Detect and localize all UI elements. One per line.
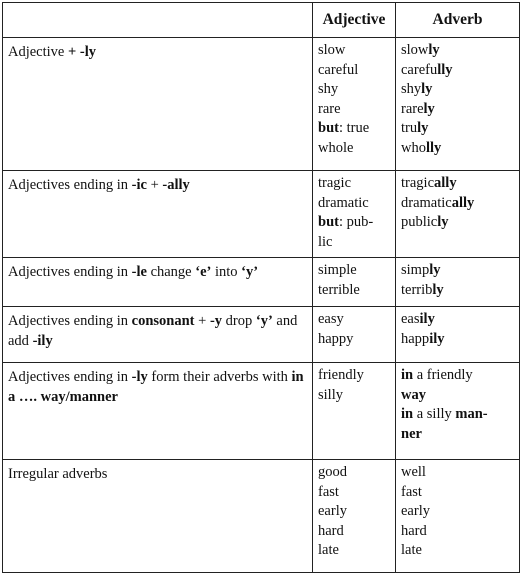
text-fragment: carefu	[401, 61, 438, 78]
bold-text: -y	[209, 313, 223, 329]
adverb-word	[401, 541, 514, 561]
adjective-cell	[313, 258, 396, 307]
adverb-formation-table	[2, 2, 520, 573]
text-fragment: well	[401, 464, 426, 480]
bold-text: but	[318, 120, 339, 136]
rule-cell	[3, 38, 313, 171]
table-row	[3, 460, 520, 573]
bold-text: ‘y’	[255, 313, 273, 329]
text-fragment: rare	[318, 100, 341, 117]
text-fragment: shy	[318, 81, 339, 97]
adverb-cell	[396, 363, 520, 460]
bold-text: man-	[455, 406, 488, 422]
text-fragment: change	[146, 264, 196, 280]
header-adjective: Adjective	[313, 3, 396, 38]
text-fragment: : true	[338, 120, 370, 136]
adjective-word	[318, 502, 390, 522]
adverb-cell	[396, 171, 520, 258]
adjective-word	[318, 80, 390, 100]
adverb-cell	[396, 38, 520, 171]
header-adverb: Adverb	[396, 3, 520, 38]
adverb-word	[401, 483, 514, 503]
adverb-word	[401, 310, 514, 330]
text-fragment: public	[401, 214, 438, 230]
adjective-cell	[313, 38, 396, 171]
bold-text: ally	[434, 175, 457, 191]
adverb-cell	[396, 307, 520, 363]
text-fragment: hard	[318, 522, 344, 539]
adjective-word	[318, 541, 390, 561]
bold-text: ly	[432, 281, 444, 298]
rule-cell	[3, 258, 313, 307]
text-fragment: shy	[401, 81, 422, 97]
adverb-word	[401, 281, 514, 301]
text-fragment: Adjectives ending in	[8, 369, 132, 385]
rule-cell	[3, 363, 313, 460]
adjective-word	[318, 386, 390, 406]
adjective-word	[318, 213, 390, 233]
text-fragment: early	[401, 503, 430, 519]
adjective-word	[318, 330, 390, 350]
text-fragment: terrible	[318, 281, 360, 298]
text-fragment: and add	[8, 313, 298, 349]
adjective-word	[318, 119, 390, 139]
text-fragment: Irregular adverbs	[8, 466, 108, 482]
adverb-word	[401, 139, 514, 159]
adjective-word	[318, 483, 390, 503]
text-fragment: fast	[318, 483, 339, 500]
bold-text: ly	[417, 120, 429, 136]
adjective-word	[318, 310, 390, 330]
bold-text: -ic	[131, 177, 147, 193]
text-fragment: terrib	[401, 281, 433, 298]
text-fragment: simp	[401, 262, 430, 278]
text-fragment: good	[318, 464, 347, 480]
text-fragment: early	[318, 503, 347, 519]
text-fragment: late	[318, 542, 339, 558]
adjective-word	[318, 139, 390, 159]
adverb-word	[401, 80, 514, 100]
adverb-word	[401, 330, 514, 350]
table-row	[3, 363, 520, 460]
adjective-cell	[313, 460, 396, 573]
adjective-word	[318, 522, 390, 542]
text-fragment: friendly	[318, 367, 364, 383]
bold-text: -ally	[162, 177, 190, 193]
bold-text: consonant	[131, 313, 195, 329]
text-fragment: dramatic	[401, 194, 452, 211]
bold-text: ally	[451, 194, 475, 211]
text-fragment: Adjectives ending in	[8, 313, 132, 329]
adverb-word	[401, 41, 514, 61]
text-fragment: hard	[401, 522, 427, 539]
adjective-word	[318, 174, 390, 194]
text-fragment: tru	[401, 120, 418, 136]
bold-text: in	[401, 406, 414, 422]
adjective-cell	[313, 363, 396, 460]
adverb-cell	[396, 258, 520, 307]
text-fragment: into	[211, 264, 242, 280]
adjective-word	[318, 463, 390, 483]
text-fragment: : pub-	[338, 214, 374, 230]
bold-text: in	[401, 367, 414, 383]
text-fragment: tragic	[401, 175, 435, 191]
table-row	[3, 307, 520, 363]
rule-cell	[3, 460, 313, 573]
table-row	[3, 171, 520, 258]
rule-cell	[3, 171, 313, 258]
text-fragment: late	[401, 542, 422, 558]
text-fragment: silly	[318, 386, 343, 403]
bold-text: -le	[131, 264, 147, 280]
adverb-word	[401, 463, 514, 483]
bold-text: -ly	[131, 369, 148, 385]
text-fragment: tragic	[318, 175, 352, 191]
text-fragment: drop	[222, 313, 256, 329]
text-fragment: slow	[401, 42, 429, 58]
text-fragment: happy	[318, 330, 354, 347]
bold-text: ily	[429, 330, 445, 347]
text-fragment: Adjectives ending in	[8, 177, 132, 193]
adverb-word	[401, 366, 514, 386]
bold-text: ner	[401, 425, 422, 442]
bold-text: -ily	[32, 332, 53, 349]
bold-text: lly	[437, 61, 453, 78]
adverb-word	[401, 174, 514, 194]
table-row	[3, 38, 520, 171]
bold-text: ly	[437, 214, 449, 230]
adverb-word	[401, 425, 514, 445]
text-fragment: who	[401, 139, 426, 156]
adverb-word	[401, 213, 514, 233]
rule-cell	[3, 307, 313, 363]
text-fragment: careful	[318, 61, 359, 78]
adjective-word	[318, 366, 390, 386]
bold-text: ly	[423, 100, 435, 117]
adjective-word	[318, 261, 390, 281]
adjective-word	[318, 194, 390, 214]
text-fragment: simple	[318, 262, 357, 278]
adverb-word	[401, 119, 514, 139]
bold-text: ly	[429, 262, 441, 278]
adverb-word	[401, 502, 514, 522]
text-fragment: fast	[401, 483, 422, 500]
adverb-word	[401, 261, 514, 281]
bold-text: in a …. way/manner	[8, 369, 304, 405]
text-fragment: Adjectives ending in	[8, 264, 132, 280]
text-fragment: slow	[318, 42, 346, 58]
text-fragment: Adjective	[8, 44, 68, 60]
adjective-word	[318, 61, 390, 81]
text-fragment: whole	[318, 139, 354, 156]
text-fragment: a silly	[413, 406, 456, 422]
text-fragment: easy	[318, 311, 344, 327]
text-fragment: rare	[401, 100, 424, 117]
bold-text: but	[318, 214, 339, 230]
bold-text: ‘y’	[241, 264, 259, 280]
adjective-word	[318, 281, 390, 301]
adjective-cell	[313, 171, 396, 258]
header-row	[3, 3, 520, 38]
adjective-word	[318, 100, 390, 120]
text-fragment: lic	[318, 233, 333, 250]
text-fragment: dramatic	[318, 194, 369, 211]
text-fragment: a friendly	[413, 367, 473, 383]
bold-text: way	[401, 386, 426, 403]
table-row	[3, 258, 520, 307]
bold-text: + -ly	[68, 44, 96, 60]
bold-text: lly	[425, 139, 442, 156]
text-fragment: form their adverbs with	[147, 369, 292, 385]
adverb-word	[401, 522, 514, 542]
adverb-word	[401, 194, 514, 214]
bold-text: ily	[419, 311, 435, 327]
text-fragment: happ	[401, 330, 430, 347]
text-fragment: +	[146, 177, 163, 193]
adverb-cell	[396, 460, 520, 573]
text-fragment: +	[194, 313, 210, 329]
bold-text: ly	[421, 81, 433, 97]
header-rule-cell	[3, 3, 313, 38]
adjective-word	[318, 233, 390, 253]
adjective-word	[318, 41, 390, 61]
adverb-word	[401, 100, 514, 120]
bold-text: ‘e’	[195, 264, 212, 280]
adverb-word	[401, 405, 514, 425]
text-fragment: eas	[401, 311, 420, 327]
bold-text: ly	[428, 42, 440, 58]
adjective-cell	[313, 307, 396, 363]
adverb-word	[401, 61, 514, 81]
adverb-word	[401, 386, 514, 406]
